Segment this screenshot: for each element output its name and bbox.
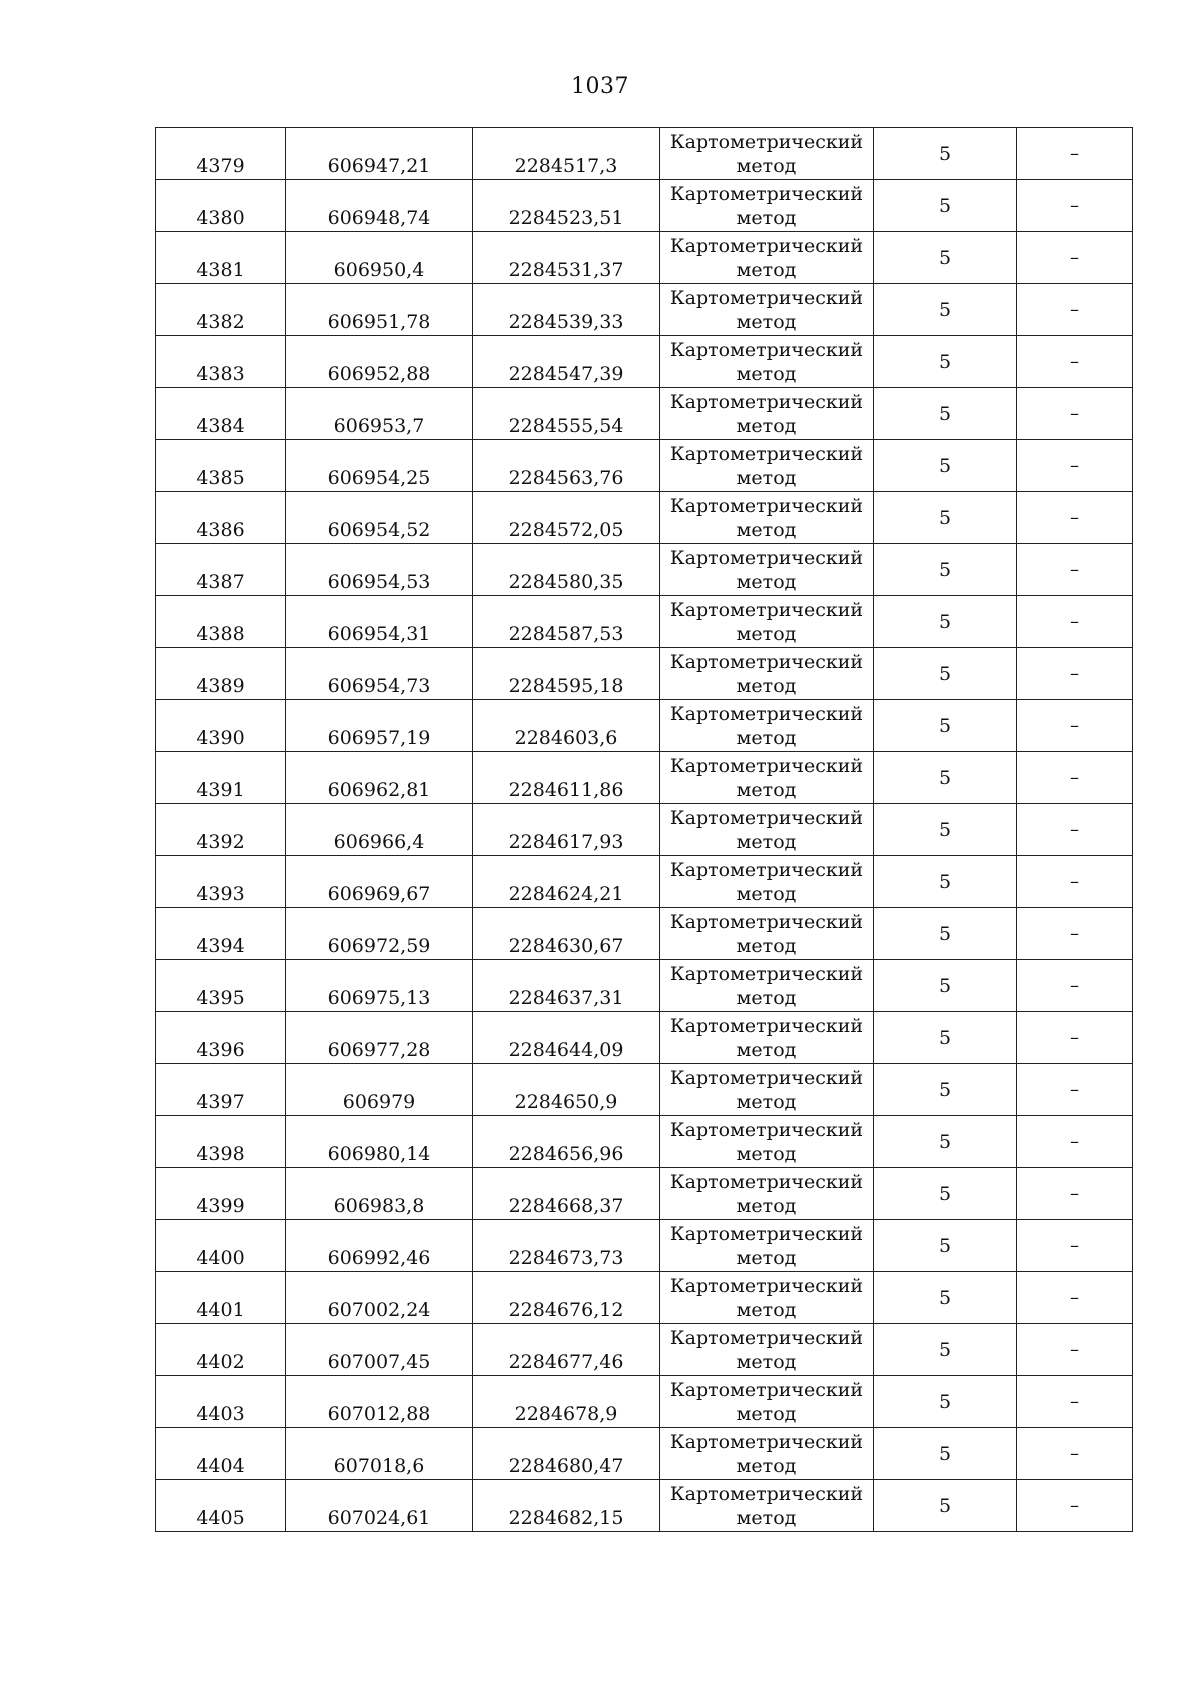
point-number-cell: 4393 [156, 856, 286, 908]
table-row [156, 128, 1133, 180]
x-coordinate-cell: 606953,7 [286, 388, 473, 440]
method-text-line2: метод [736, 466, 797, 489]
point-number-cell: 4397 [156, 1064, 286, 1116]
table-row [156, 648, 1133, 700]
method-cell [660, 128, 874, 180]
method-text-line1: Картометрический [669, 442, 864, 465]
point-number-cell: 4392 [156, 804, 286, 856]
method-text-line2: метод [736, 258, 797, 281]
point-number-cell: 4391 [156, 752, 286, 804]
x-coordinate-cell: 606962,81 [286, 752, 473, 804]
method-text-line2: метод [736, 362, 797, 385]
method-text-line1: Картометрический [669, 234, 864, 257]
accuracy-cell: 5 [874, 336, 1017, 388]
point-number-cell: 4382 [156, 284, 286, 336]
x-coordinate-cell: 606972,59 [286, 908, 473, 960]
method-cell [660, 1220, 874, 1272]
x-coordinate-cell: 606954,53 [286, 544, 473, 596]
note-cell: – [1017, 1168, 1133, 1220]
y-coordinate-cell: 2284580,35 [473, 544, 660, 596]
accuracy-cell: 5 [874, 648, 1017, 700]
y-coordinate-cell: 2284680,47 [473, 1428, 660, 1480]
x-coordinate-cell: 606992,46 [286, 1220, 473, 1272]
accuracy-cell: 5 [874, 1324, 1017, 1376]
note-cell: – [1017, 180, 1133, 232]
note-cell: – [1017, 804, 1133, 856]
point-number-cell: 4403 [156, 1376, 286, 1428]
accuracy-cell: 5 [874, 128, 1017, 180]
accuracy-cell: 5 [874, 1376, 1017, 1428]
method-text-line1: Картометрический [669, 702, 864, 725]
accuracy-cell: 5 [874, 1272, 1017, 1324]
method-text-line2: метод [736, 934, 797, 957]
y-coordinate-cell: 2284637,31 [473, 960, 660, 1012]
table-row [156, 856, 1133, 908]
point-number-cell: 4396 [156, 1012, 286, 1064]
y-coordinate-cell: 2284676,12 [473, 1272, 660, 1324]
note-cell: – [1017, 1272, 1133, 1324]
method-cell [660, 596, 874, 648]
method-text-line2: метод [736, 414, 797, 437]
y-coordinate-cell: 2284678,9 [473, 1376, 660, 1428]
point-number-cell: 4390 [156, 700, 286, 752]
method-text-line2: метод [736, 1454, 797, 1477]
method-cell [660, 1376, 874, 1428]
method-text-line1: Картометрический [669, 858, 864, 881]
accuracy-cell: 5 [874, 1012, 1017, 1064]
y-coordinate-cell: 2284611,86 [473, 752, 660, 804]
method-cell [660, 700, 874, 752]
method-text-line2: метод [736, 1090, 797, 1113]
x-coordinate-cell: 606983,8 [286, 1168, 473, 1220]
accuracy-cell: 5 [874, 440, 1017, 492]
method-cell [660, 804, 874, 856]
y-coordinate-cell: 2284555,54 [473, 388, 660, 440]
method-cell [660, 1428, 874, 1480]
accuracy-cell: 5 [874, 856, 1017, 908]
note-cell: – [1017, 1428, 1133, 1480]
note-cell: – [1017, 752, 1133, 804]
x-coordinate-cell: 606954,52 [286, 492, 473, 544]
x-coordinate-cell: 607024,61 [286, 1480, 473, 1532]
table-row [156, 1272, 1133, 1324]
y-coordinate-cell: 2284587,53 [473, 596, 660, 648]
accuracy-cell: 5 [874, 1168, 1017, 1220]
method-text-line2: метод [736, 882, 797, 905]
table-row [156, 1064, 1133, 1116]
x-coordinate-cell: 606952,88 [286, 336, 473, 388]
method-text-line2: метод [736, 674, 797, 697]
accuracy-cell: 5 [874, 804, 1017, 856]
note-cell: – [1017, 388, 1133, 440]
x-coordinate-cell: 606950,4 [286, 232, 473, 284]
point-number-cell: 4383 [156, 336, 286, 388]
table-row [156, 1168, 1133, 1220]
y-coordinate-cell: 2284668,37 [473, 1168, 660, 1220]
method-cell [660, 336, 874, 388]
method-text-line1: Картометрический [669, 182, 864, 205]
note-cell: – [1017, 1116, 1133, 1168]
x-coordinate-cell: 606977,28 [286, 1012, 473, 1064]
x-coordinate-cell: 606966,4 [286, 804, 473, 856]
note-cell: – [1017, 128, 1133, 180]
method-cell [660, 1480, 874, 1532]
point-number-cell: 4380 [156, 180, 286, 232]
y-coordinate-cell: 2284673,73 [473, 1220, 660, 1272]
method-text-line1: Картометрический [669, 806, 864, 829]
note-cell: – [1017, 908, 1133, 960]
method-cell [660, 1324, 874, 1376]
accuracy-cell: 5 [874, 596, 1017, 648]
point-number-cell: 4399 [156, 1168, 286, 1220]
method-text-line2: метод [736, 830, 797, 853]
method-cell [660, 908, 874, 960]
y-coordinate-cell: 2284523,51 [473, 180, 660, 232]
table-row [156, 752, 1133, 804]
accuracy-cell: 5 [874, 1064, 1017, 1116]
method-text-line1: Картометрический [669, 1482, 864, 1505]
table-row [156, 544, 1133, 596]
coordinates-table [155, 127, 1133, 1532]
note-cell: – [1017, 440, 1133, 492]
method-text-line2: метод [736, 1194, 797, 1217]
point-number-cell: 4381 [156, 232, 286, 284]
method-text-line1: Картометрический [669, 962, 864, 985]
table-row [156, 1428, 1133, 1480]
method-text-line2: метод [736, 726, 797, 749]
method-text-line2: метод [736, 206, 797, 229]
table-row [156, 284, 1133, 336]
method-text-line2: метод [736, 1298, 797, 1321]
y-coordinate-cell: 2284603,6 [473, 700, 660, 752]
note-cell: – [1017, 960, 1133, 1012]
table-row [156, 1324, 1133, 1376]
method-text-line1: Картометрический [669, 390, 864, 413]
table-row [156, 232, 1133, 284]
method-cell [660, 440, 874, 492]
method-cell [660, 388, 874, 440]
method-text-line2: метод [736, 778, 797, 801]
x-coordinate-cell: 607002,24 [286, 1272, 473, 1324]
x-coordinate-cell: 606969,67 [286, 856, 473, 908]
point-number-cell: 4402 [156, 1324, 286, 1376]
x-coordinate-cell: 606975,13 [286, 960, 473, 1012]
method-cell [660, 232, 874, 284]
accuracy-cell: 5 [874, 1220, 1017, 1272]
point-number-cell: 4398 [156, 1116, 286, 1168]
accuracy-cell: 5 [874, 284, 1017, 336]
point-number-cell: 4405 [156, 1480, 286, 1532]
accuracy-cell: 5 [874, 388, 1017, 440]
method-text-line1: Картометрический [669, 910, 864, 933]
method-cell [660, 856, 874, 908]
accuracy-cell: 5 [874, 1116, 1017, 1168]
method-text-line1: Картометрический [669, 338, 864, 361]
table-row [156, 336, 1133, 388]
table-row [156, 1220, 1133, 1272]
x-coordinate-cell: 607012,88 [286, 1376, 473, 1428]
note-cell: – [1017, 1220, 1133, 1272]
y-coordinate-cell: 2284517,3 [473, 128, 660, 180]
y-coordinate-cell: 2284677,46 [473, 1324, 660, 1376]
accuracy-cell: 5 [874, 1480, 1017, 1532]
note-cell: – [1017, 544, 1133, 596]
table-row [156, 388, 1133, 440]
point-number-cell: 4387 [156, 544, 286, 596]
accuracy-cell: 5 [874, 180, 1017, 232]
method-text-line1: Картометрический [669, 1170, 864, 1193]
x-coordinate-cell: 606954,73 [286, 648, 473, 700]
x-coordinate-cell: 607007,45 [286, 1324, 473, 1376]
method-text-line2: метод [736, 986, 797, 1009]
accuracy-cell: 5 [874, 908, 1017, 960]
point-number-cell: 4404 [156, 1428, 286, 1480]
y-coordinate-cell: 2284531,37 [473, 232, 660, 284]
note-cell: – [1017, 284, 1133, 336]
note-cell: – [1017, 1324, 1133, 1376]
method-cell [660, 752, 874, 804]
point-number-cell: 4400 [156, 1220, 286, 1272]
point-number-cell: 4389 [156, 648, 286, 700]
method-text-line2: метод [736, 1038, 797, 1061]
y-coordinate-cell: 2284595,18 [473, 648, 660, 700]
method-cell [660, 1116, 874, 1168]
y-coordinate-cell: 2284547,39 [473, 336, 660, 388]
method-text-line2: метод [736, 1142, 797, 1165]
point-number-cell: 4384 [156, 388, 286, 440]
y-coordinate-cell: 2284563,76 [473, 440, 660, 492]
method-text-line1: Картометрический [669, 754, 864, 777]
method-cell [660, 492, 874, 544]
accuracy-cell: 5 [874, 700, 1017, 752]
note-cell: – [1017, 596, 1133, 648]
method-text-line2: метод [736, 1506, 797, 1529]
method-text-line1: Картометрический [669, 546, 864, 569]
method-text-line1: Картометрический [669, 1118, 864, 1141]
y-coordinate-cell: 2284656,96 [473, 1116, 660, 1168]
note-cell: – [1017, 648, 1133, 700]
method-text-line1: Картометрический [669, 494, 864, 517]
method-cell [660, 1168, 874, 1220]
note-cell: – [1017, 492, 1133, 544]
note-cell: – [1017, 1376, 1133, 1428]
table-body [156, 128, 1133, 1532]
table-row [156, 960, 1133, 1012]
method-text-line2: метод [736, 310, 797, 333]
page-number: 1037 [571, 74, 629, 99]
table-row [156, 492, 1133, 544]
x-coordinate-cell: 607018,6 [286, 1428, 473, 1480]
method-text-line1: Картометрический [669, 650, 864, 673]
method-text-line1: Картометрический [669, 1326, 864, 1349]
method-cell [660, 544, 874, 596]
y-coordinate-cell: 2284572,05 [473, 492, 660, 544]
point-number-cell: 4394 [156, 908, 286, 960]
x-coordinate-cell: 606979 [286, 1064, 473, 1116]
method-text-line1: Картометрический [669, 130, 864, 153]
x-coordinate-cell: 606954,31 [286, 596, 473, 648]
method-text-line2: метод [736, 154, 797, 177]
accuracy-cell: 5 [874, 752, 1017, 804]
point-number-cell: 4401 [156, 1272, 286, 1324]
point-number-cell: 4386 [156, 492, 286, 544]
y-coordinate-cell: 2284624,21 [473, 856, 660, 908]
x-coordinate-cell: 606948,74 [286, 180, 473, 232]
y-coordinate-cell: 2284682,15 [473, 1480, 660, 1532]
method-text-line1: Картометрический [669, 1378, 864, 1401]
accuracy-cell: 5 [874, 544, 1017, 596]
note-cell: – [1017, 856, 1133, 908]
x-coordinate-cell: 606957,19 [286, 700, 473, 752]
table-row [156, 908, 1133, 960]
method-cell [660, 180, 874, 232]
accuracy-cell: 5 [874, 960, 1017, 1012]
table-row [156, 1480, 1133, 1532]
method-text-line1: Картометрический [669, 1014, 864, 1037]
method-text-line2: метод [736, 1350, 797, 1373]
accuracy-cell: 5 [874, 232, 1017, 284]
x-coordinate-cell: 606980,14 [286, 1116, 473, 1168]
point-number-cell: 4385 [156, 440, 286, 492]
method-cell [660, 1272, 874, 1324]
method-text-line1: Картометрический [669, 1222, 864, 1245]
table-row [156, 440, 1133, 492]
method-cell [660, 648, 874, 700]
method-cell [660, 1012, 874, 1064]
y-coordinate-cell: 2284617,93 [473, 804, 660, 856]
method-text-line1: Картометрический [669, 286, 864, 309]
accuracy-cell: 5 [874, 492, 1017, 544]
table-row [156, 700, 1133, 752]
method-cell [660, 284, 874, 336]
note-cell: – [1017, 232, 1133, 284]
table-row [156, 1012, 1133, 1064]
method-text-line2: метод [736, 622, 797, 645]
y-coordinate-cell: 2284650,9 [473, 1064, 660, 1116]
table-row [156, 804, 1133, 856]
table-row [156, 1116, 1133, 1168]
accuracy-cell: 5 [874, 1428, 1017, 1480]
method-text-line1: Картометрический [669, 1274, 864, 1297]
method-text-line2: метод [736, 1402, 797, 1425]
method-text-line1: Картометрический [669, 1430, 864, 1453]
point-number-cell: 4395 [156, 960, 286, 1012]
method-text-line1: Картометрический [669, 598, 864, 621]
y-coordinate-cell: 2284630,67 [473, 908, 660, 960]
note-cell: – [1017, 700, 1133, 752]
y-coordinate-cell: 2284644,09 [473, 1012, 660, 1064]
method-text-line2: метод [736, 1246, 797, 1269]
note-cell: – [1017, 336, 1133, 388]
x-coordinate-cell: 606954,25 [286, 440, 473, 492]
table-row [156, 596, 1133, 648]
method-text-line2: метод [736, 518, 797, 541]
method-cell [660, 1064, 874, 1116]
note-cell: – [1017, 1064, 1133, 1116]
table-row [156, 1376, 1133, 1428]
method-cell [660, 960, 874, 1012]
point-number-cell: 4388 [156, 596, 286, 648]
method-text-line1: Картометрический [669, 1066, 864, 1089]
x-coordinate-cell: 606951,78 [286, 284, 473, 336]
method-text-line2: метод [736, 570, 797, 593]
point-number-cell: 4379 [156, 128, 286, 180]
y-coordinate-cell: 2284539,33 [473, 284, 660, 336]
note-cell: – [1017, 1012, 1133, 1064]
table-row [156, 180, 1133, 232]
x-coordinate-cell: 606947,21 [286, 128, 473, 180]
note-cell: – [1017, 1480, 1133, 1532]
